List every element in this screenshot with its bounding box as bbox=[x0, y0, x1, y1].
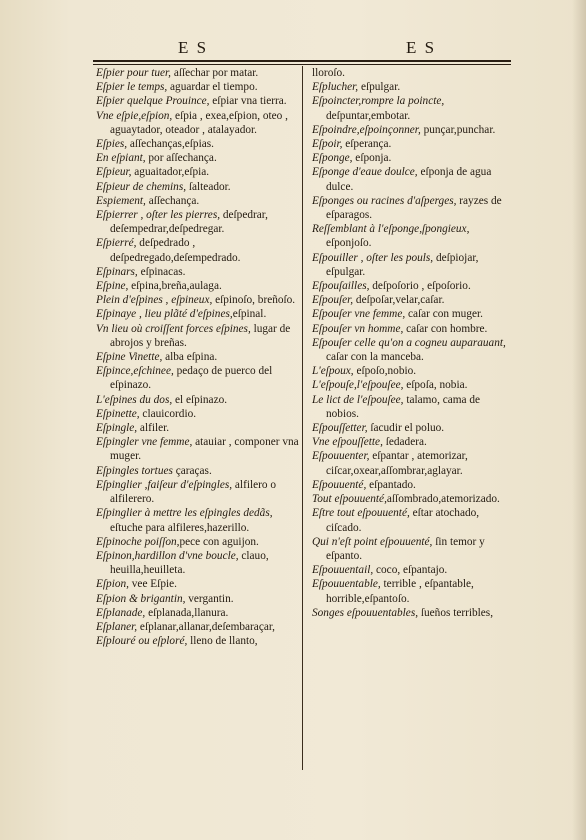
entry-definition: atauiar , componer vna muger. bbox=[110, 436, 299, 463]
dictionary-entry bbox=[96, 620, 300, 634]
dictionary-entry bbox=[96, 478, 300, 506]
entry-definition: pece con aguijon. bbox=[179, 535, 259, 548]
entry-headword: Eſpouſer vne femme, bbox=[312, 308, 406, 321]
dictionary-entry bbox=[96, 151, 300, 165]
entry-headword: Eſponges ou racines d'aſperges, bbox=[312, 194, 457, 207]
entry-definition: eſtar atochado, ciſcado. bbox=[326, 507, 480, 534]
entry-definition: deſpoſar,velar,caſar. bbox=[353, 294, 445, 307]
entry-headword: Eſpinoche poiſſon, bbox=[96, 535, 180, 548]
dictionary-entry bbox=[312, 506, 514, 534]
entry-definition: clauo, heuilla,heuilleta. bbox=[110, 549, 269, 577]
entry-definition: ſalteador. bbox=[186, 180, 231, 193]
dictionary-entry bbox=[96, 194, 300, 208]
dictionary-entry bbox=[312, 151, 514, 165]
entry-headword: Eſpingles tortues bbox=[96, 464, 173, 477]
entry-headword: Eſpoincter,rompre la poincte, bbox=[312, 95, 445, 108]
entry-definition: caſar con muger. bbox=[405, 308, 483, 321]
entry-headword: Eſplouré ou eſploré, bbox=[96, 635, 188, 648]
entry-definition: caſar con la manceba. bbox=[326, 351, 424, 364]
entry-headword: Eſpinette, bbox=[96, 407, 140, 420]
dictionary-entry bbox=[312, 66, 514, 80]
entry-definition: eſperança. bbox=[342, 138, 392, 151]
dictionary-entry bbox=[96, 549, 300, 577]
dictionary-entry bbox=[312, 577, 514, 605]
dictionary-entry bbox=[312, 123, 514, 137]
entry-headword: Vne eſpie,eſpion, bbox=[96, 109, 173, 122]
entry-definition: caſar con hombre. bbox=[403, 322, 488, 335]
column-divider bbox=[302, 66, 303, 770]
dictionary-entry bbox=[312, 336, 514, 364]
entry-headword: Vn lieu où croiſſent forces eſpines, bbox=[96, 322, 251, 335]
entry-headword: Vne eſpouſſette, bbox=[312, 436, 383, 449]
entry-headword: Eſpingle, bbox=[96, 422, 138, 435]
entry-headword: Eſtre tout eſpouuenté, bbox=[312, 507, 410, 520]
header-rule bbox=[93, 60, 511, 62]
entry-headword: Eſpierrer , oſter les pierres, bbox=[96, 209, 221, 222]
entry-headword: Plein d'eſpines , eſpineux, bbox=[96, 294, 213, 307]
entry-headword: Eſpier le temps, bbox=[96, 81, 168, 94]
entry-headword: Eſponge, bbox=[312, 152, 353, 165]
entry-definition: eſpantar , atemorizar, ciſcar,oxear,aſſombrar,aglayar. bbox=[326, 450, 468, 477]
entry-definition: aſſechar por matar. bbox=[171, 67, 259, 79]
entry-definition: aſſechança. bbox=[145, 194, 200, 207]
entry-definition: eſponjoſo. bbox=[326, 237, 372, 250]
entry-definition: lugar de abrojos y breñas. bbox=[110, 322, 291, 349]
dictionary-entry bbox=[96, 393, 300, 407]
entry-definition: deſpedrado , deſpedregado,deſempedrado. bbox=[110, 237, 241, 264]
dictionary-entry bbox=[312, 322, 514, 336]
dictionary-entry bbox=[96, 66, 300, 80]
running-head-left: E S bbox=[178, 38, 209, 57]
entry-headword: Le lict de l'eſpouſee, bbox=[312, 393, 404, 406]
dictionary-entry bbox=[96, 350, 300, 364]
entry-headword: Eſpoir, bbox=[312, 138, 343, 151]
entry-headword: Tout eſpouuenté, bbox=[312, 493, 387, 506]
entry-definition: ſin temor y eſpanto. bbox=[326, 535, 485, 562]
header-rule-thin bbox=[93, 64, 511, 65]
dictionary-entry bbox=[312, 94, 514, 122]
entry-definition: eſplanada,llanura. bbox=[145, 606, 229, 619]
entry-definition: alba eſpina. bbox=[162, 351, 218, 364]
entry-definition: eſponja de agua dulce. bbox=[326, 166, 492, 193]
entry-definition: por aſſechança. bbox=[145, 152, 217, 165]
entry-headword: Eſpinglier à mettre les eſpingles dedãs, bbox=[96, 507, 273, 520]
right-column bbox=[312, 66, 514, 620]
entry-definition: aguardar el tiempo. bbox=[167, 81, 258, 94]
entry-definition: çaraças. bbox=[172, 464, 212, 477]
dictionary-entry bbox=[312, 449, 514, 477]
entry-headword: Eſpinars, bbox=[96, 265, 138, 278]
dictionary-entry bbox=[96, 634, 300, 648]
entry-headword: Eſpion, bbox=[96, 578, 129, 591]
entry-headword: Eſpies, bbox=[96, 138, 128, 151]
entry-definition: eſpinoſo, breñoſo. bbox=[212, 294, 296, 307]
entry-definition: eſpiar vna tierra. bbox=[209, 95, 287, 108]
entry-definition: deſpoſorio , eſpoſorio. bbox=[369, 280, 471, 293]
entry-headword: Eſplanade, bbox=[96, 606, 146, 619]
dictionary-entry bbox=[96, 535, 300, 549]
entry-headword: En eſpiant, bbox=[96, 152, 146, 165]
dictionary-entry bbox=[96, 180, 300, 194]
dictionary-entry bbox=[312, 492, 514, 506]
entry-headword: L'eſpouſe,l'eſpouſee, bbox=[312, 379, 404, 392]
entry-headword: Eſpince,eſchinee, bbox=[96, 365, 174, 378]
entry-definition: alfiler. bbox=[137, 422, 170, 435]
entry-headword: Eſpine Vinette, bbox=[96, 351, 163, 364]
dictionary-entry bbox=[96, 407, 300, 421]
entry-headword: Eſplaner, bbox=[96, 620, 138, 633]
entry-headword: L'eſpines du dos, bbox=[96, 393, 173, 406]
dictionary-entry bbox=[312, 222, 514, 250]
dictionary-entry bbox=[96, 137, 300, 151]
dictionary-entry bbox=[96, 165, 300, 179]
dictionary-entry bbox=[312, 364, 514, 378]
entry-headword: Eſpouuentail, bbox=[312, 564, 374, 577]
page-edge-shadow bbox=[572, 0, 586, 840]
dictionary-entry bbox=[312, 137, 514, 151]
dictionary-entry bbox=[312, 251, 514, 279]
entry-definition: el eſpinazo. bbox=[172, 393, 228, 406]
entry-headword: Qui n'eſt point eſpouuenté, bbox=[312, 535, 433, 548]
entry-definition: eſpoſa, nobia. bbox=[403, 379, 468, 392]
entry-definition: aſſechanças,eſpias. bbox=[127, 138, 214, 151]
running-head-right: E S bbox=[406, 38, 437, 57]
entry-definition: pedaço de puerco del eſpinazo. bbox=[110, 365, 273, 392]
dictionary-entry bbox=[312, 478, 514, 492]
entry-headword: Eſpoindre,eſpoinçonner, bbox=[312, 123, 421, 136]
entry-definition: eſpina,breña,aulaga. bbox=[128, 280, 222, 293]
dictionary-entry bbox=[96, 265, 300, 279]
dictionary-entry bbox=[312, 80, 514, 94]
left-column bbox=[96, 66, 300, 648]
entry-definition: clauicordio. bbox=[139, 407, 197, 420]
dictionary-entry bbox=[312, 279, 514, 293]
entry-definition: eſpinal. bbox=[232, 308, 267, 321]
dictionary-entry bbox=[312, 435, 514, 449]
dictionary-entry bbox=[312, 378, 514, 392]
entry-definition: eſpulgar. bbox=[358, 81, 401, 94]
entry-headword: Eſpouſer celle qu'on a cogneu auparauant, bbox=[312, 336, 506, 349]
running-head bbox=[96, 38, 508, 60]
dictionary-entry bbox=[312, 194, 514, 222]
entry-definition: terrible , eſpantable, horrible,eſpantoſo. bbox=[326, 578, 474, 605]
dictionary-entry bbox=[312, 293, 514, 307]
dictionary-entry bbox=[96, 94, 300, 108]
entry-headword: Eſpinglier ,faiſeur d'eſpingles, bbox=[96, 478, 233, 491]
entry-definition: deſpedrar, deſempedrar,deſpedregar. bbox=[110, 209, 268, 236]
entry-definition: coco, eſpantajo. bbox=[373, 564, 448, 577]
entry-definition: eſtuche para alfileres,hazerillo. bbox=[110, 521, 250, 534]
entry-definition: alfilero o alfilerero. bbox=[110, 478, 277, 506]
dictionary-entry bbox=[312, 563, 514, 577]
entry-headword: Eſpouſer, bbox=[312, 294, 354, 307]
entry-headword: Eſpouſailles, bbox=[312, 280, 370, 293]
entry-definition: eſpantado. bbox=[366, 478, 416, 491]
entry-headword: Eſpine, bbox=[96, 280, 129, 293]
dictionary-entry bbox=[96, 236, 300, 264]
entry-definition: aſſombrado,atemorizado. bbox=[386, 493, 500, 506]
dictionary-entry bbox=[96, 606, 300, 620]
dictionary-entry bbox=[96, 208, 300, 236]
entry-definition: eſplanar,allanar,deſembaraçar, bbox=[137, 620, 275, 633]
entry-definition: eſpoſo,nobio. bbox=[353, 365, 417, 378]
entry-headword: Eſpierré, bbox=[96, 237, 137, 250]
dictionary-entry bbox=[312, 393, 514, 421]
dictionary-entry bbox=[96, 80, 300, 94]
entry-definition: vergantin. bbox=[185, 592, 234, 605]
dictionary-entry bbox=[96, 109, 300, 137]
entry-headword: Eſpouuentable, bbox=[312, 578, 381, 591]
entry-definition: rayzes de eſparagos. bbox=[326, 194, 502, 222]
entry-headword: Eſpier pour tuer, bbox=[96, 67, 171, 79]
entry-headword: Eſponge d'eaue doulce, bbox=[312, 166, 418, 179]
entry-definition: talamo, cama de nobios. bbox=[326, 393, 481, 420]
dictionary-entry bbox=[96, 435, 300, 463]
dictionary-entry bbox=[96, 577, 300, 591]
dictionary-entry bbox=[312, 421, 514, 435]
entry-definition: ſueños terribles, bbox=[418, 606, 494, 619]
entry-definition: eſpia , exea,eſpion, oteo , aguaytador, oteador , atalayador. bbox=[110, 109, 288, 136]
dictionary-entry bbox=[96, 464, 300, 478]
entry-headword: Eſpinaye , lieu plãté d'eſpines, bbox=[96, 308, 233, 321]
entry-headword: Eſpingler vne femme, bbox=[96, 436, 193, 449]
entry-definition: aguaitador,eſpia. bbox=[131, 166, 210, 179]
dictionary-entry bbox=[96, 307, 300, 321]
dictionary-entry bbox=[96, 322, 300, 350]
entry-headword: Songes eſpouuentables, bbox=[312, 606, 419, 619]
entry-definition: vee Eſpie. bbox=[128, 578, 177, 591]
dictionary-entry bbox=[96, 506, 300, 534]
entry-headword: Eſpouuenter, bbox=[312, 450, 370, 463]
entry-definition: deſpiojar, eſpulgar. bbox=[326, 251, 479, 278]
entry-definition: deſpuntar,embotar. bbox=[326, 109, 411, 122]
entry-definition: lleno de llanto, bbox=[187, 635, 258, 648]
entry-headword: Eſpion & brigantin, bbox=[96, 592, 186, 605]
entry-definition: lloroſo. bbox=[312, 67, 345, 79]
entry-definition: ſacudir el poluo. bbox=[367, 422, 445, 435]
entry-headword: Eſpouſſetter, bbox=[312, 422, 368, 435]
entry-headword: Reſſemblant à l'eſponge,ſpongieux, bbox=[312, 223, 470, 236]
entry-headword: Eſpouuenté, bbox=[312, 478, 367, 491]
entry-headword: Eſpieur de chemins, bbox=[96, 180, 187, 193]
dictionary-entry bbox=[312, 606, 514, 620]
entry-headword: Eſpinon,hardillon d'vne boucle, bbox=[96, 549, 239, 562]
dictionary-entry bbox=[312, 535, 514, 563]
dictionary-entry bbox=[312, 165, 514, 193]
entry-definition: ſedadera. bbox=[382, 436, 427, 449]
entry-headword: Eſpier quelque Prouince, bbox=[96, 95, 210, 108]
dictionary-entry bbox=[96, 293, 300, 307]
entry-headword: Eſpouſer vn homme, bbox=[312, 322, 404, 335]
entry-definition: eſpinacas. bbox=[137, 265, 186, 278]
entry-headword: Eſpieur, bbox=[96, 166, 132, 179]
entry-definition: eſponja. bbox=[352, 152, 392, 165]
entry-headword: Eſplucher, bbox=[312, 81, 359, 94]
entry-headword: Espiement, bbox=[96, 194, 146, 207]
entry-headword: L'eſpoux, bbox=[312, 365, 354, 378]
dictionary-entry bbox=[96, 364, 300, 392]
dictionary-entry bbox=[312, 307, 514, 321]
dictionary-entry bbox=[96, 592, 300, 606]
entry-headword: Eſpouiller , oſter les pouls, bbox=[312, 251, 434, 264]
dictionary-entry bbox=[96, 421, 300, 435]
dictionary-entry bbox=[96, 279, 300, 293]
entry-definition: punçar,punchar. bbox=[420, 123, 496, 136]
